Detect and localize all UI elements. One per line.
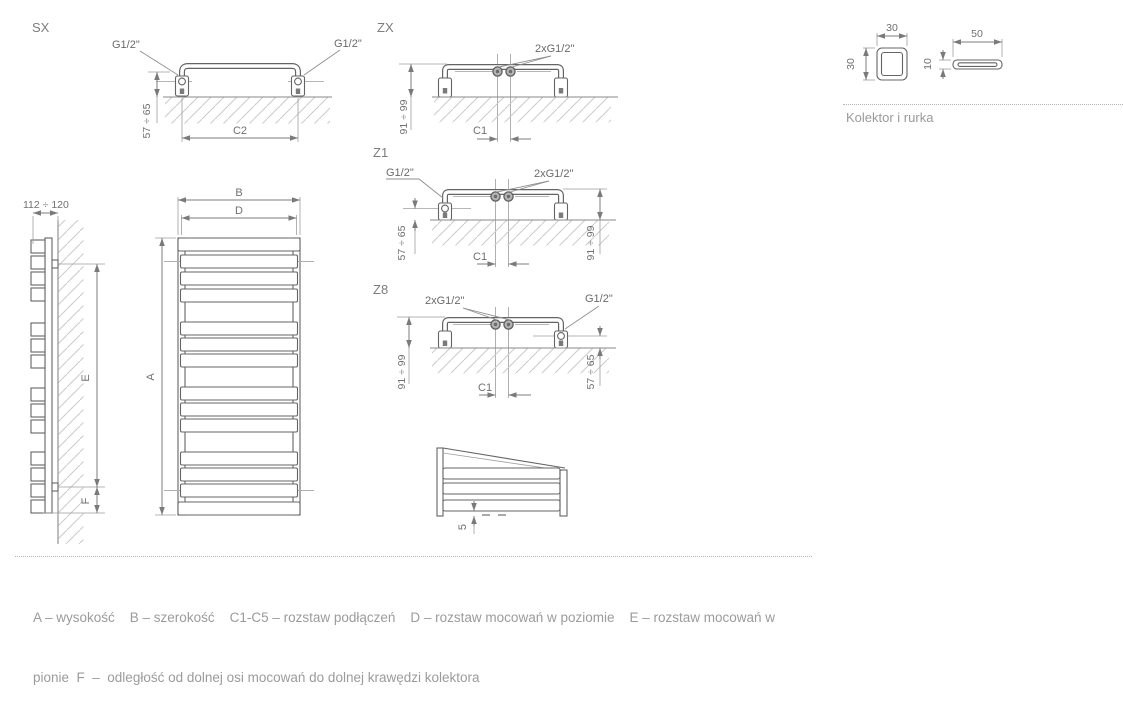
- wall-hatch: [434, 98, 611, 123]
- collector-width-dimension: [877, 22, 907, 46]
- collector-caption: Kolektor i rurka: [846, 110, 934, 125]
- top-mounting-bracket: [52, 260, 58, 268]
- svg-text:57 ÷ 65: 57 ÷ 65: [396, 225, 408, 261]
- tube-ends-side: [31, 240, 45, 513]
- svg-text:57 ÷ 65: 57 ÷ 65: [585, 354, 597, 390]
- z1-center-ports-label: 2xG1/2": [534, 168, 574, 180]
- svg-text:30: 30: [845, 58, 857, 70]
- collector-cross-section: [877, 48, 907, 80]
- wall-hatch: [432, 349, 609, 374]
- sx-tube: [182, 66, 298, 87]
- z8-right-valve: [555, 331, 568, 348]
- svg-text:B: B: [235, 187, 243, 199]
- a-dimension: [145, 238, 176, 515]
- z1-left-height-dimension: [396, 198, 415, 260]
- svg-text:C2: C2: [232, 125, 248, 137]
- zx-label: ZX: [377, 20, 394, 35]
- pipe-height-dimension: [922, 50, 951, 79]
- collector-edge: [437, 448, 443, 516]
- z1-tube: [445, 192, 561, 205]
- z8-right-port-label: G1/2": [585, 293, 613, 305]
- svg-text:C1: C1: [478, 382, 493, 394]
- collector-height-dimension: [845, 48, 875, 80]
- svg-text:E: E: [80, 374, 92, 382]
- sx-connection-drawing: [20, 15, 370, 150]
- zx-c1-dimension: [473, 125, 531, 139]
- z1-left-port-label: G1/2": [386, 167, 414, 179]
- svg-text:30: 30: [886, 22, 898, 34]
- svg-text:91 ÷ 99: 91 ÷ 99: [396, 354, 408, 390]
- collector-pipe-cross-sections: [845, 10, 1115, 100]
- right-collector-edge: [560, 470, 567, 516]
- svg-text:57 ÷ 65: 57 ÷ 65: [141, 103, 153, 139]
- svg-text:10: 10: [922, 58, 934, 70]
- bottom-detail-drawing: [425, 437, 590, 537]
- svg-text:91 ÷ 99: 91 ÷ 99: [585, 225, 597, 261]
- legend-line-1: A – wysokość B – szerokość C1-C5 – rozstaw podłączeń D – rozstaw mocowań w poziomie E – rozstaw mocowań w: [33, 610, 776, 625]
- pipe-cross-section: [953, 60, 1002, 69]
- zx-connection-drawing: [375, 18, 630, 148]
- front-view-drawing: [145, 188, 320, 546]
- svg-text:F: F: [80, 497, 92, 505]
- svg-text:A: A: [145, 373, 157, 381]
- z1-right-bracket: [555, 203, 568, 220]
- zx-left-bracket: [439, 78, 452, 97]
- leader-line: [565, 306, 599, 329]
- radiator-rungs: [178, 238, 300, 515]
- sx-left-port-label: G1/2": [112, 39, 140, 51]
- z1-label: Z1: [373, 145, 389, 160]
- z8-tube: [445, 320, 561, 333]
- perspective-edge: [443, 448, 565, 468]
- z1-left-valve: [439, 203, 452, 220]
- z8-c1-dimension: [478, 382, 531, 395]
- z8-connection-drawing: [373, 282, 628, 417]
- sx-right-port-label: G1/2": [334, 38, 362, 50]
- sx-right-valve: [292, 76, 305, 96]
- sx-left-valve: [176, 76, 189, 96]
- zx-tube: [445, 67, 561, 80]
- wall-hatch: [432, 221, 609, 246]
- legend-divider: [15, 556, 812, 557]
- leader-line: [140, 51, 178, 75]
- d-dimension: [182, 205, 297, 235]
- svg-text:112 ÷ 120: 112 ÷ 120: [23, 199, 69, 211]
- bottom-mounting-bracket: [52, 483, 58, 491]
- z1-c1-dimension: [473, 251, 529, 264]
- z8-center-ports-label: 2xG1/2": [425, 295, 465, 307]
- pipe-width-dimension: [953, 28, 1002, 57]
- svg-text:91 ÷ 99: 91 ÷ 99: [398, 99, 410, 135]
- zx-right-bracket: [555, 78, 568, 97]
- leader-line: [304, 50, 340, 75]
- sx-label: SX: [32, 20, 50, 35]
- svg-text:5: 5: [457, 523, 469, 531]
- detail-rungs: [443, 468, 560, 511]
- legend-line-2: pionie F – odległość od dolnej osi mocowań do dolnej krawędzi kolektora: [33, 670, 480, 685]
- zx-center-ports-label: 2xG1/2": [535, 43, 575, 55]
- svg-text:D: D: [235, 205, 243, 217]
- z8-label: Z8: [373, 282, 389, 297]
- dimension-legend: [33, 568, 813, 708]
- side-view-drawing: [15, 192, 135, 550]
- svg-text:C1: C1: [473, 125, 488, 137]
- leader-line: [386, 179, 443, 198]
- collector-side: [45, 238, 52, 513]
- z1-connection-drawing: [373, 146, 628, 276]
- wall-hatch: [165, 98, 330, 124]
- svg-text:C1: C1: [473, 251, 488, 263]
- section-divider: [843, 104, 1123, 105]
- svg-text:50: 50: [971, 28, 983, 40]
- z8-left-bracket: [439, 331, 452, 348]
